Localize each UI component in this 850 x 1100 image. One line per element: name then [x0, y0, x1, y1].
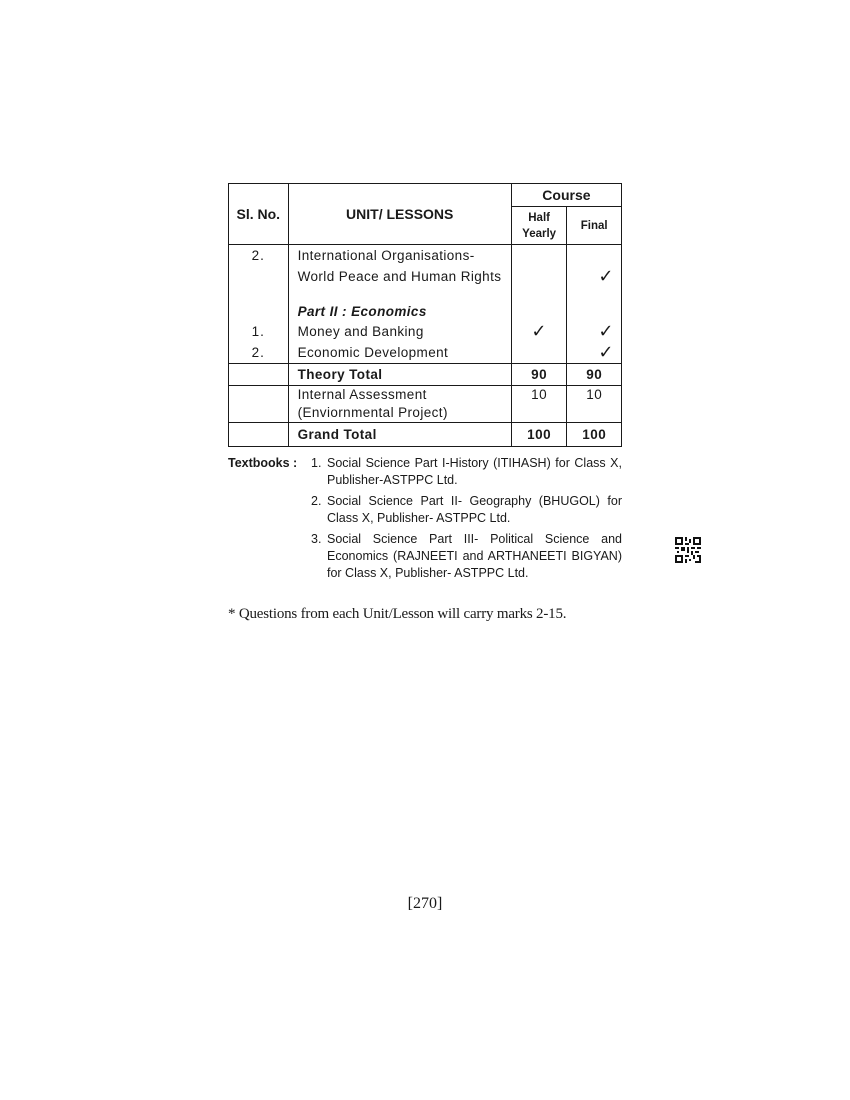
textbook-text: Social Science Part III- Political Science and Economics (RAJNEETI and ARTHANEETI BIGYAN) for Class X, Publisher- ASTPPC Ltd.	[327, 532, 622, 580]
check-icon	[512, 342, 567, 363]
check-icon: ✓	[598, 342, 614, 363]
half-yearly-cell	[511, 245, 567, 364]
lesson-title: International Organisations-	[297, 248, 475, 263]
lesson-title: World Peace and Human Rights	[297, 269, 502, 284]
header-half-line1: Half	[528, 211, 550, 224]
internal-assessment-label: (Enviornmental Project)	[297, 405, 448, 420]
header-course: Course	[511, 184, 621, 207]
textbook-text: Social Science Part I-History (ITIHASH) for Class X, Publisher-ASTPPC Ltd.	[327, 456, 622, 487]
grand-total-half: 100	[527, 427, 552, 442]
final-cell	[567, 245, 622, 364]
check-icon: ✓	[598, 321, 614, 342]
textbook-number: 2.	[311, 494, 322, 508]
header-unit-lessons: UNIT/ LESSONS	[288, 184, 511, 245]
qr-code-icon	[675, 537, 701, 563]
sl-no-cell	[229, 245, 289, 364]
theory-total-final: 90	[586, 367, 603, 382]
check-icon: ✓	[598, 266, 614, 287]
sl-no: 1.	[251, 324, 265, 339]
lesson-title: Economic Development	[297, 345, 449, 360]
sl-no: 2.	[251, 248, 265, 263]
textbook-item	[311, 531, 622, 582]
sl-no: 2.	[251, 345, 265, 360]
theory-total-row	[229, 364, 622, 386]
textbook-text: Social Science Part II- Geography (BHUGOL) for Class X, Publisher- ASTPPC Ltd.	[327, 494, 622, 525]
theory-total-label: Theory Total	[297, 367, 383, 382]
grand-total-label: Grand Total	[297, 427, 377, 442]
footnote: * Questions from each Unit/Lesson will carry marks 2-15.	[228, 606, 567, 622]
lesson-title: Money and Banking	[297, 324, 424, 339]
textbooks-label: Textbooks :	[228, 456, 298, 470]
page-number: [270]	[407, 895, 443, 912]
textbook-number: 1.	[311, 456, 322, 470]
lessons-row	[229, 245, 622, 364]
check-icon: ✓	[531, 321, 547, 342]
grand-total-final: 100	[582, 427, 607, 442]
internal-final: 10	[586, 387, 603, 402]
header-half-yearly	[511, 207, 567, 245]
textbooks-list	[311, 455, 622, 586]
internal-assessment-label: Internal Assessment	[297, 387, 427, 402]
textbook-item	[311, 493, 622, 527]
textbook-item	[311, 455, 622, 489]
check-icon	[512, 266, 567, 287]
header-final: Final	[567, 207, 622, 245]
textbook-number: 3.	[311, 532, 322, 546]
header-half-line2: Yearly	[522, 227, 557, 240]
header-sl-no: Sl. No.	[229, 184, 289, 245]
lessons-cell	[288, 245, 511, 364]
theory-total-half: 90	[531, 367, 548, 382]
grand-total-row	[229, 423, 622, 447]
internal-half: 10	[531, 387, 548, 402]
part-title: Part II : Economics	[297, 304, 427, 319]
internal-assessment-row	[229, 386, 622, 423]
syllabus-table	[228, 183, 622, 447]
